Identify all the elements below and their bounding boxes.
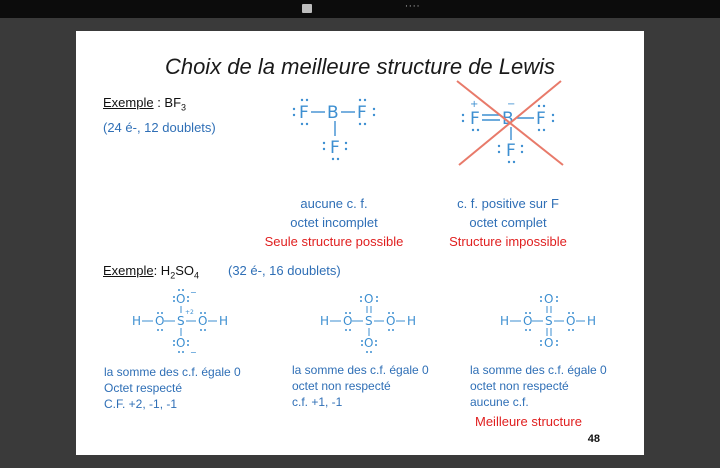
svg-text:H: H [219,314,229,328]
svg-text:H: H [407,314,417,328]
bf3-left-verdict: Seule structure possible [264,234,404,249]
svg-text:F: F [357,103,367,123]
svg-text:F: F [330,138,340,158]
slide-title: Choix de la meilleure structure de Lewis [164,54,556,79]
svg-text:H: H [320,314,330,328]
svg-text:O: O [566,314,576,328]
h2so4-caption-3 [470,362,607,410]
slide [76,31,644,455]
svg-text:O: O [343,314,353,328]
svg-text:S: S [545,314,553,328]
svg-text:−: − [190,288,197,297]
bf3-crossed-structure [451,81,571,166]
svg-text:O: O [523,314,533,328]
svg-text:B: B [502,109,514,129]
svg-text:O: O [155,314,165,328]
svg-text:S: S [177,314,185,328]
bf3-left-caption-1: aucune c. f. [300,196,368,211]
svg-text:O: O [544,292,554,306]
svg-text:−: − [507,99,516,110]
h2so4-structure-3 [500,287,610,355]
more-dots-icon[interactable]: ···· [405,2,421,12]
window-icon[interactable] [302,4,312,13]
h2so4-structure-1 [132,287,242,355]
svg-text:H: H [500,314,510,328]
h2so4-structure-2 [320,287,430,355]
svg-text:B: B [327,103,339,123]
svg-text:F: F [536,109,546,129]
svg-text:O: O [544,336,554,350]
bf3-right-caption-1: c. f. positive sur F [457,196,559,211]
svg-text:F: F [299,103,309,123]
page-number: 48 [587,433,600,445]
h2so4-example-label: Exemple: $H_2SO_4$ [103,263,200,281]
svg-text:O: O [364,336,374,350]
bf3-electron-count: (24 é-, 12 doublets) [103,120,216,135]
bf3-right-verdict: Structure impossible [449,234,567,249]
svg-text:F: F [506,141,516,161]
svg-text:F: F [470,109,480,129]
top-bar [0,0,720,18]
svg-text:S: S [365,314,373,328]
bf3-left-caption-2: octet incomplet [290,215,378,230]
bf3-lewis-structure [286,93,396,163]
caption-1-line-1: la somme des c.f. égale 0 [104,365,241,379]
best-structure-label: Meilleure structure [475,414,582,429]
svg-text:H: H [587,314,597,328]
h2so4-caption-1 [104,364,241,412]
bf3-right-caption-2: octet complet [469,215,547,230]
caption-3-line-2: octet non respecté [470,379,569,393]
svg-text:O: O [176,292,186,306]
svg-text:O: O [364,292,374,306]
svg-text:−: − [190,348,197,357]
h2so4-electron-count: (32 é-, 16 doublets) [228,263,341,278]
svg-text:+: + [470,99,479,110]
h2so4-caption-2 [292,362,429,410]
svg-text:O: O [176,336,186,350]
caption-2-line-3: c.f. +1, -1 [292,395,343,409]
svg-text:O: O [386,314,396,328]
svg-text:H: H [132,314,142,328]
caption-1-line-2: Octet respecté [104,381,183,395]
caption-3-line-3: aucune c.f. [470,395,529,409]
bf3-example-label: Exemple : $BF_3$ [103,95,187,113]
svg-text:O: O [198,314,208,328]
caption-1-line-3: C.F. +2, -1, -1 [104,397,178,411]
caption-3-line-1: la somme des c.f. égale 0 [470,363,607,377]
caption-2-line-2: octet non respecté [292,379,391,393]
caption-2-line-1: la somme des c.f. égale 0 [292,363,429,377]
svg-text:+2: +2 [185,309,194,316]
